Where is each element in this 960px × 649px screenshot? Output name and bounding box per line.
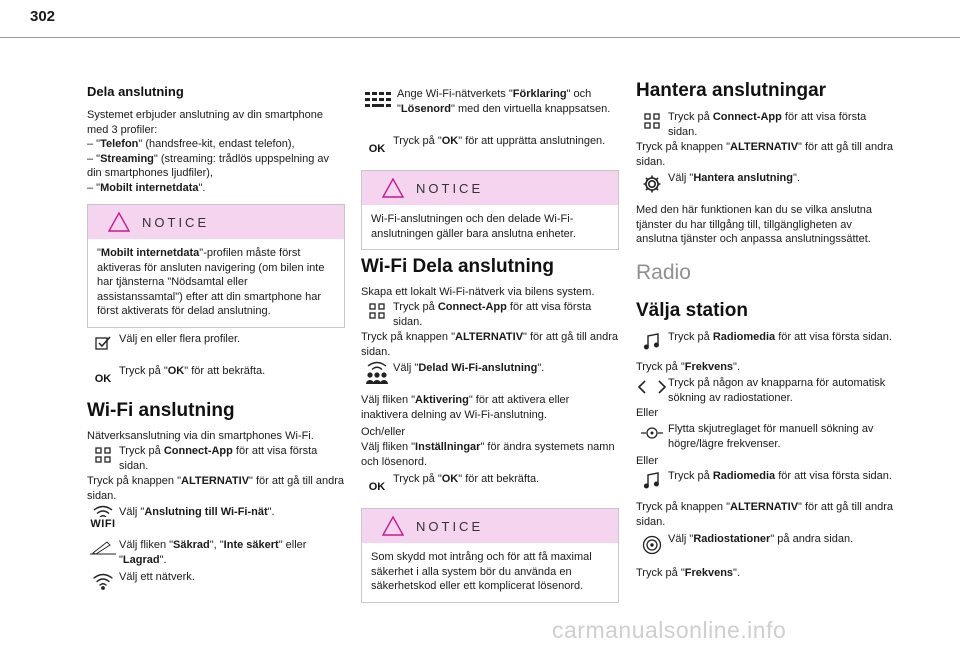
step-ok-connect: OK Tryck på "OK" för att upprätta anslutningen. <box>368 135 606 155</box>
chevron-left-right-icon <box>638 379 666 395</box>
step-seek-arrows: Tryck på någon av knapparna för automatisk sökning av radiostationer. <box>636 376 894 405</box>
step-ok-confirm: OK Tryck på "OK" för att bekräfta. <box>368 473 540 493</box>
or-text: Och/eller <box>361 426 406 438</box>
notice-title: NOTICE <box>142 214 210 230</box>
page-number: 302 <box>30 8 56 25</box>
notice-text: Wi-Fi-anslutningen och den delade Wi-Fi-anslutningen gäller bara anslutna enheter. <box>371 213 576 240</box>
notice-header <box>362 171 618 205</box>
step-frekvens: Tryck på "Frekvens". <box>636 361 741 373</box>
step-connect-app: Tryck på Connect-App för att visa första sidan. <box>87 444 345 473</box>
or-text: Eller <box>636 407 659 419</box>
notice-header <box>88 205 344 239</box>
ok-icon: OK <box>368 143 386 155</box>
notice-header <box>362 509 618 543</box>
step-radiostations: Välj "Radiostationer" på andra sidan. <box>636 532 894 555</box>
step-alternativ-2: Tryck på knappen "ALTERNATIV" för att gå till andra sidan. <box>636 501 894 528</box>
heading-valja-station: Välja station <box>636 300 748 321</box>
profile-item: – "Mobilt internetdata". <box>87 181 206 194</box>
watermark: carmanualsonline.info <box>552 617 787 643</box>
heading-hantera-anslutningar: Hantera anslutningar <box>636 80 827 101</box>
ok-icon: OK <box>368 481 386 493</box>
music-note-icon <box>643 472 661 489</box>
tab-settings-text: Välj fliken "Inställningar" för ändra systemets namn och lösenord. <box>361 441 615 468</box>
step-radiomedia-2: Tryck på Radiomedia för att visa första sidan. <box>636 469 894 489</box>
radio-signal-icon <box>642 535 662 555</box>
tuning-slider-icon <box>640 425 664 441</box>
step-shared-wifi: Välj "Delad Wi-Fi-anslutning". <box>361 361 619 385</box>
heading-wifi-anslutning: Wi-Fi anslutning <box>87 400 235 421</box>
heading-dela-anslutning: Dela anslutning <box>87 84 184 99</box>
checkbox-icon <box>95 335 111 351</box>
apps-icon <box>369 303 385 319</box>
intro-text <box>87 108 345 195</box>
step-ok: OK Tryck på "OK" för att bekräfta. <box>94 365 266 385</box>
shared-intro: Skapa ett lokalt Wi-Fi-nätverk via bilens system. <box>361 286 595 298</box>
notice-text: Som skydd mot intrång och för att få maximal säkerhet i alla system bör du använda en säkerhetskod eller ett komplicerat lösenord. <box>371 551 592 592</box>
users-icon <box>365 371 389 385</box>
wifi-signal-icon <box>93 573 113 590</box>
top-divider <box>0 37 960 38</box>
step-keyboard: Ange Wi-Fi-nätverkets "Förklaring" och "Lösenord" med den virtuella knappsatsen. <box>361 87 619 116</box>
ok-icon: OK <box>94 373 112 385</box>
notice-title: NOTICE <box>416 518 484 534</box>
warning-icon <box>382 516 404 536</box>
step-select-profiles: Välj en eller flera profiler. <box>87 332 345 351</box>
keyboard-icon <box>365 90 393 110</box>
step-slider: Flytta skjutreglaget för manuell sökning av högre/lägre frekvenser. <box>636 422 894 451</box>
notice-box <box>361 508 619 603</box>
profile-item: – "Telefon" (handsfree-kit, endast telefon), <box>87 138 295 150</box>
heading-radio: Radio <box>636 261 691 284</box>
manage-description: Med den här funktionen kan du se vilka anslutna tjänster du har tillgång till, tillgängligheten av anslutna tjänster och anpassa anslutningssättet. <box>636 204 873 245</box>
notice-box <box>361 170 619 250</box>
step-connect-app: Tryck på Connect-App för att visa första sidan. <box>361 300 619 329</box>
notice-text: "Mobilt internetdata"-profilen måste först aktiveras för ansluten navigering (om bilen inte har tjänsterna "Nödsamtal eller assistanssamtal") efter att din smartphone har först aktiverats för delad anslutning. <box>97 247 325 317</box>
step-connect-app: Tryck på Connect-App för att visa första sidan. <box>636 110 894 139</box>
step-tabs: Välj fliken "Säkrad", "Inte säkert" eller "Lagrad". <box>87 538 345 567</box>
wifi-icon <box>367 361 387 371</box>
step-frekvens-2: Tryck på "Frekvens". <box>636 567 741 579</box>
step-wifi-network: WIFI Välj "Anslutning till Wi-Fi-nät". <box>90 506 275 530</box>
wifi-label-icon: WIFI <box>90 518 116 530</box>
apps-icon <box>644 113 660 129</box>
wifi-intro: Nätverksanslutning via din smartphones Wi-Fi. <box>87 430 314 442</box>
notice-title: NOTICE <box>416 180 484 196</box>
step-alternativ: Tryck på knappen "ALTERNATIV" för att gå till andra sidan. <box>87 475 345 502</box>
warning-icon <box>108 212 130 232</box>
heading-wifi-dela-anslutning: Wi-Fi Dela anslutning <box>361 256 554 277</box>
tab-activation-text: Välj fliken "Aktivering" för att aktivera eller inaktivera delning av Wi-Fi-anslutning. <box>361 394 570 421</box>
pen-line-icon <box>89 541 117 555</box>
warning-icon <box>382 178 404 198</box>
step-radiomedia: Tryck på Radiomedia för att visa första sidan. <box>636 330 894 350</box>
notice-box <box>87 204 345 328</box>
profile-item: – "Streaming" (streaming: trådlös uppspelning av din smartphones ljudfiler), <box>87 152 329 179</box>
step-alternativ: Tryck på knappen "ALTERNATIV" för att gå till andra sidan. <box>636 141 894 168</box>
wifi-icon <box>93 505 113 517</box>
gear-icon <box>642 174 662 194</box>
apps-icon <box>95 447 111 463</box>
step-alternativ: Tryck på knappen "ALTERNATIV" för att gå till andra sidan. <box>361 331 619 358</box>
music-note-icon <box>643 333 661 350</box>
intro-line: Systemet erbjuder anslutning av din smartphone med 3 profiler: <box>87 109 324 136</box>
step-manage: Välj "Hantera anslutning". <box>636 171 894 194</box>
step-select-network: Välj ett nätverk. <box>87 570 345 590</box>
or-text: Eller <box>636 455 659 467</box>
